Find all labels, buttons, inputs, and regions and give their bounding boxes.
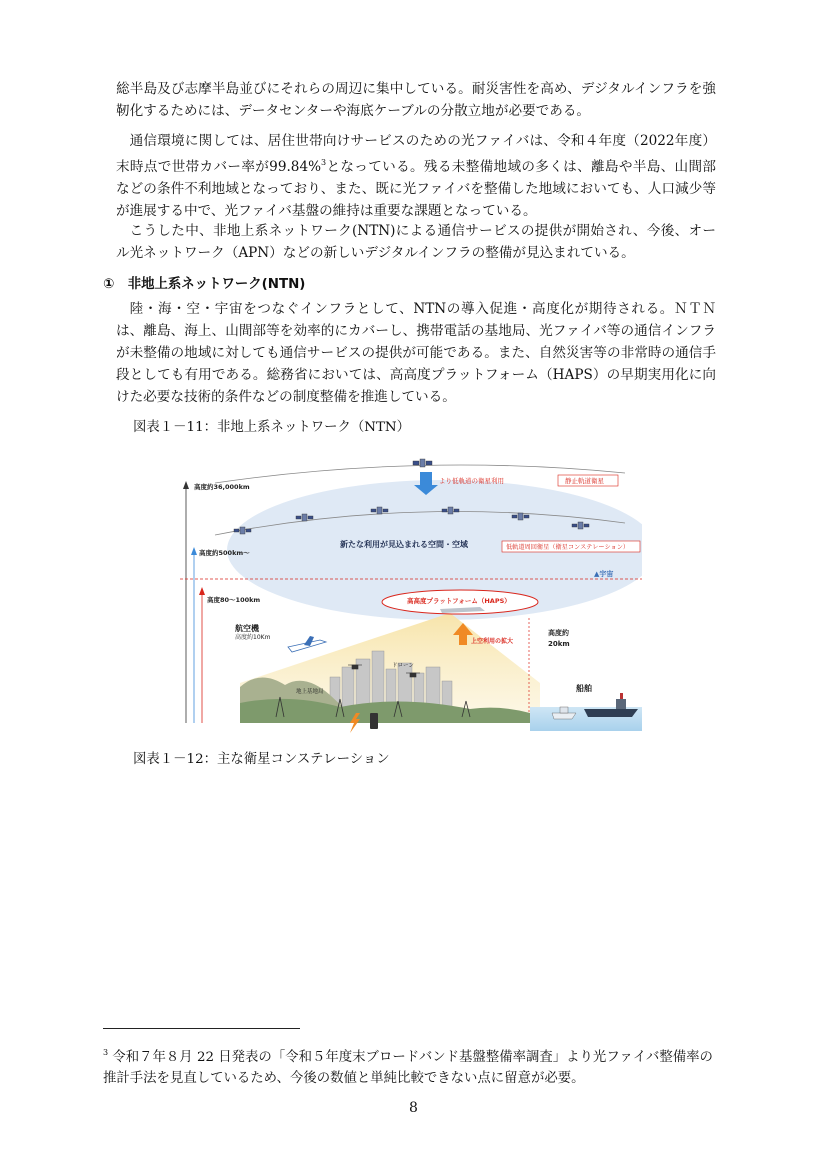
leo-label: 低軌道周回衛星（衛星コンステレーション） <box>506 544 630 551</box>
paragraph-3-text: こうした中、非地上系ネットワーク(NTN)による通信サービスの提供が開始され、今後、オール光ネットワーク（APN）などの新しいデジタルインフラの整備が見込まれている。 <box>116 223 716 261</box>
figure-12-caption: 図表１－12：主な衛星コンステレーション <box>133 752 390 767</box>
aircraft-label: 航空機 <box>235 624 259 633</box>
paragraph-4 <box>116 298 716 408</box>
ground-station-label: 地上基地局 <box>296 689 324 695</box>
ship-label: 船舶 <box>576 684 592 693</box>
altitude-80-100-label: 高度80～100km <box>207 596 261 604</box>
axis-arrowhead-icon <box>183 481 189 489</box>
airplane-icon <box>288 636 326 652</box>
haps-altitude-label: 高度約 <box>548 629 569 637</box>
space-label: ▲宇宙 <box>594 570 614 578</box>
smartphone-icon <box>370 713 378 729</box>
aircraft-altitude-label: 高度約10Km <box>235 634 271 641</box>
paragraph-2-text-b: となっている。残る未整備地域の多くは、離島や半島、山間部などの条件不利地域となっており、また、既に光ファイバを整備した地域においても、人口減少等が進展する中で、光ファイバ基盤の維持は重要な課題となっている。 <box>116 159 716 219</box>
new-space-label: 新たな利用が見込まれる空間・空域 <box>340 540 468 549</box>
haps-altitude-value: 20km <box>548 640 570 648</box>
haps-label: 高高度プラットフォーム（HAPS） <box>407 597 511 605</box>
altitude-500-label: 高度約500km～ <box>199 549 250 557</box>
lower-orbit-label: より低軌道の衛星利用 <box>439 477 504 485</box>
section-heading: ① 非地上系ネットワーク(NTN) <box>103 277 306 292</box>
footnote-marker: 3 <box>103 1048 109 1057</box>
paragraph-1-text: 総半島及び志摩半島並びにそれらの周辺に集中している。耐災害性を高め、デジタルインフラを強靭化するためには、データセンターや海底ケーブルの分散立地が必要である。 <box>116 81 716 119</box>
paragraph-2 <box>116 130 716 222</box>
paragraph-4-text: 陸・海・空・宇宙をつなぐインフラとして、NTNの導入促進・高度化が期待される。ＮＴＮは、離島、海上、山間部等を効率的にカバーし、携帯電話の基地局、光ファイバ等の通信インフラが未整備の地域に対しても通信サービスの提供が可能である。また、自然災害等の非常時の通信手段としても有用である。総務省においては、高高度プラットフォーム（HAPS）の早期実用化に向けた必要な技術的条件などの制度整備を推進している。 <box>116 301 716 405</box>
footnote-text: 令和７年８月 22 日発表の「令和５年度末ブロードバンド基盤整備率調査」より光ファイバ整備率の推計手法を見直しているため、今後の数値と単純比較できない点に留意が必要。 <box>103 1050 713 1086</box>
axis-arrowhead-icon <box>191 547 197 555</box>
geo-label: 静止軌道衛星 <box>565 477 604 485</box>
uplink-expansion-label: 上空利用の拡大 <box>471 638 514 645</box>
altitude-36000-label: 高度約36,000km <box>194 483 250 491</box>
footnote-ref[interactable]: 3 <box>321 158 327 167</box>
paragraph-1 <box>116 78 716 122</box>
footnote <box>103 1042 718 1089</box>
ntn-diagram <box>180 455 642 735</box>
footnote-divider <box>103 1028 300 1029</box>
paragraph-3 <box>116 220 716 264</box>
paragraph-2-text-a: 通信環境に関しては、居住世帯向けサービスのための光ファイバは、令和４年度（2022年度）末時点で世帯カバー率が99.84% <box>116 133 716 175</box>
figure-11-caption: 図表１－11：非地上系ネットワーク（NTN） <box>133 420 411 435</box>
page-number: 8 <box>409 1100 418 1116</box>
axis-arrowhead-icon <box>199 587 205 595</box>
ship-icon <box>552 693 638 719</box>
drone-label: ドローン <box>392 663 414 669</box>
